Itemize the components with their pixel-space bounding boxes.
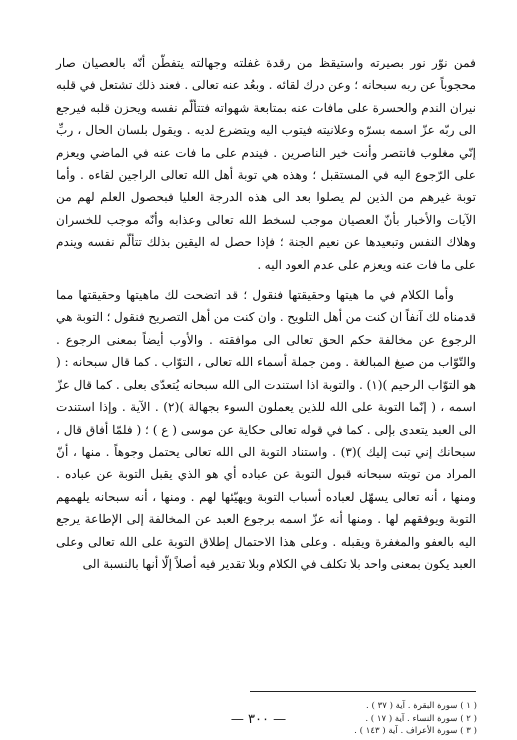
footnote-2: ( ٢ ) سورة النساء . آية ( ١٧ ) . [365, 713, 477, 724]
footnote-separator [250, 691, 476, 692]
footnote-1: ( ١ ) سورة البقرة . آية ( ٣٧ ) . [366, 701, 477, 711]
page-number: — ٣٠٠ — [230, 712, 287, 727]
footnote-3: ( ٣ ) سورة الأعراف . آية ( ١٤٣ ) . [354, 726, 477, 736]
paragraph-2: وأما الكلام في ما هيتها وحقيقتها فنقول ؛ قد اتضحت لك ماهيتها وحقيقتها مما قدمناه لك آنفاً ان كنت من أهل التلويح . وان كنت من أهل التصريح فنقول ؛ التوبة هي الرجوع عن مخالفة حكم الحق تعالى الى موافقته . والأوب أيضاً بمعنى الرجوع . والتّوّاب من صيغ المبالغة . ومن جملة أسماء الله تعالى ، التوّاب . كما قال سبحانه : ( هو التوّاب الرحيم )(١) . والتوبة اذا استندت الى الله سبحانه يُتعدّى بعلى . كما قال عزّ اسمه ، ( إنّما التوبة على الله للذين يعملون السوء بجهالة )(٢) . الآية . وإذا استندت الى العبد يتعدى بإلى . كما في قوله تعالى حكاية عن موسى ( ع ) ؛ ( فلمّا أفاق قال ، سبحانك إني تبت إليك )(٣) . واستناد التوبة الى الله تعالى يحتمل وجوهاً . منها ، أنّ المراد من توبته سبحانه قبول التوبة عن عباده أي هو الذي يقبل التوبة عن عباده . ومنها ، أنه تعالى يسهّل لعباده أسباب التوبة ويهيّئها لهم . ومنها ، أنه سبحانه يلهمهم التوبة ويوفقهم لها . ومنها أنه عزّ اسمه برجوع العبد عن المخالفة إلى الإطاعة يرجع اليه بالعفو والمغفرة ويقبله . وعلى هذا الاحتمال إطلاق التوبة على الله تعالى وعلى العبد يكون بمعنى واحد بلا تكلف في الكلام وبلا تقدير فيه أصلاً إلّا أنها بالنسبة الى [56, 288, 477, 571]
paragraph-1: فمن نوّر نور بصيرته واستيقظ من رقدة غفلته وجهالته يتفطّن أنّه بالعصيان صار محجوباً عن ربه سبحانه ؛ وعن درك لقائه . وبعُد عنه تعالى . فعند ذلك تشتعل في قلبه نيران الندم والحسرة على مافات عنه بمتابعة شهواته فتتألّم نفسه ويحزن قلبه فيرجع الى ربّه عزّ اسمه بسرّه وعلانيته فيتوب اليه ويتضرع لديه . ويقول بلسان الحال ، ربِّ إنّي مغلوب فانتصر وأنت خير الناصرين . فيندم على ما فات عنه في الماضي ويعزم على الرّجوع اليه في المستقبل ؛ وهذه هي توبة أهل الله تعالى الراجين لقاءه . وأما توبة غيرهم من الذين لم يصلوا بعد الى هذه الدرجة العليا فبحصول العلم لهم من الآيات والأخبار بأنّ العصيان موجب لسخط الله تعالى وعذابه وأنّه موجب للخسران وهلاك النفس وتبعيدها عن نعيم الجنة ؛ فإذا حصل له اليقين بذلك تتألّم نفسه ويندم على ما فات عنه ويعزم على عدم العود اليه . [56, 56, 476, 272]
main-text [56, 52, 476, 575]
